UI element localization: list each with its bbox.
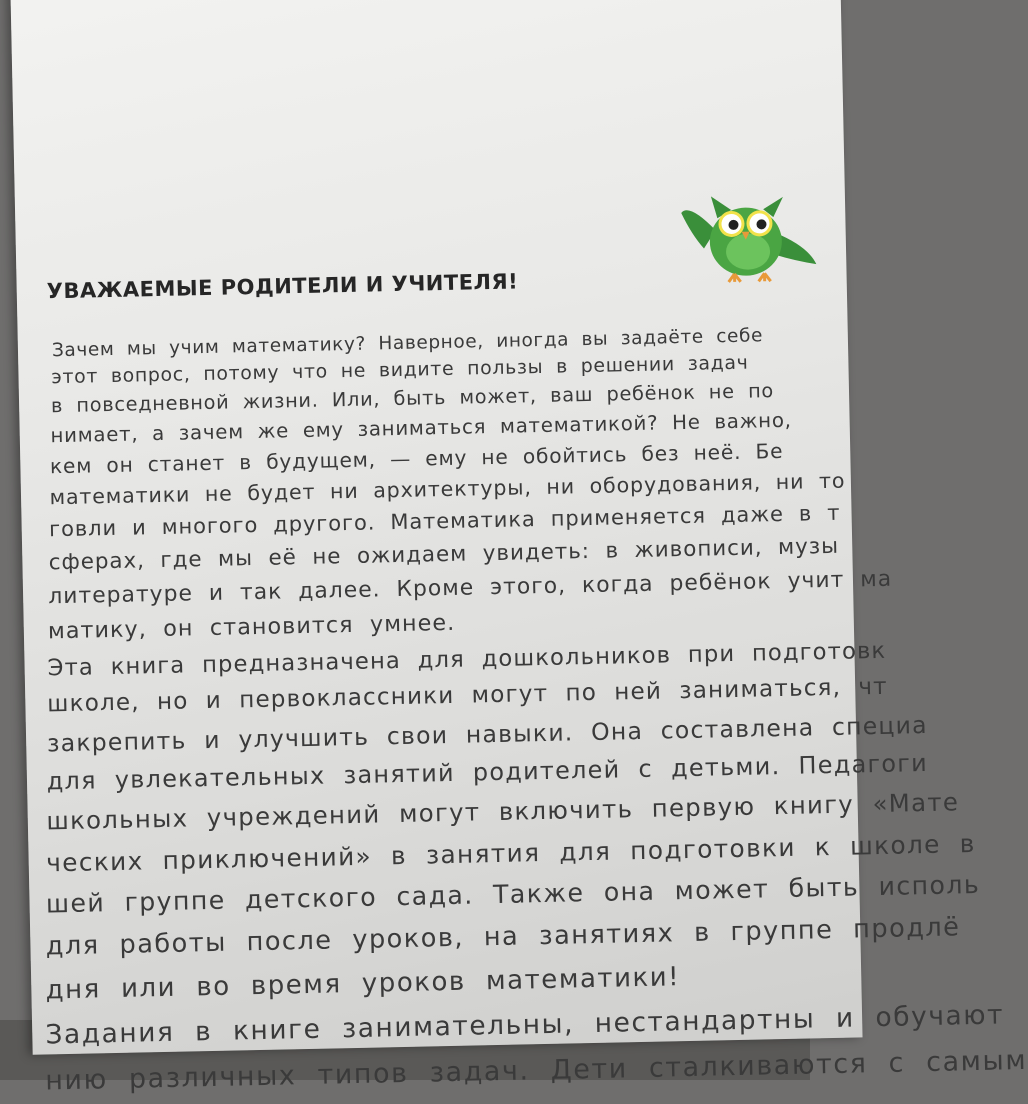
text-line: нию различных типов задач. Дети сталкиваются с самым <box>44 1044 1028 1097</box>
text-line: говли и многого другого. Математика применяется даже в т <box>48 499 841 542</box>
body-text <box>32 320 1028 1104</box>
text-line: для увлекательных занятий родителей с детьми. Педагоги <box>46 749 929 796</box>
text-line: Зачем мы учим математику? Наверное, иногда вы задаёте себе <box>51 325 764 362</box>
text-line: в повседневной жизни. Или, быть может, ваш ребёнок не по <box>50 379 775 418</box>
text-line: шей группе детского сада. Также она может быть исполь <box>45 869 981 919</box>
text-line: сферах, где мы её не ожидаем увидеть: в живописи, музы <box>48 533 840 576</box>
text-line: литературе и так далее. Кроме этого, когда ребёнок учит ма <box>48 566 893 609</box>
text-line: Эта книга предназначена для дошкольников при подготовк <box>47 637 887 682</box>
text-line: матику, он становится умнее. <box>47 610 456 645</box>
text-line: для работы после уроков, на занятиях в группе продлё <box>45 912 961 962</box>
text-line: закрепить и улучшить свои навыки. Она составлена специа <box>46 710 928 758</box>
text-line: Задания в книге занимательны, нестандартны и обучают <box>45 999 1005 1051</box>
text-line: школьных учреждений могут включить первую книгу «Мате <box>46 787 960 836</box>
owl-mascot-icon <box>667 190 819 283</box>
text-line: дня или во время уроков математики! <box>45 962 681 1006</box>
book-page <box>10 0 1028 1097</box>
text-line: школе, но и первоклассники могут по ней заниматься, чт <box>47 674 889 718</box>
page-heading: УВАЖАЕМЫЕ РОДИТЕЛИ И УЧИТЕЛЯ! <box>46 269 519 304</box>
text-line: ческих приключений» в занятия для подготовки к школе в <box>45 828 976 878</box>
text-line: нимает, а зачем же ему заниматься математикой? Не важно, <box>50 408 792 448</box>
text-line: этот вопрос, потому что не видите пользы в решении задач <box>51 351 749 389</box>
text-line: математики не будет ни архитектуры, ни оборудования, ни то <box>49 468 846 509</box>
text-line: кем он станет в будущем, — ему не обойтись без неё. Бе <box>49 438 784 478</box>
